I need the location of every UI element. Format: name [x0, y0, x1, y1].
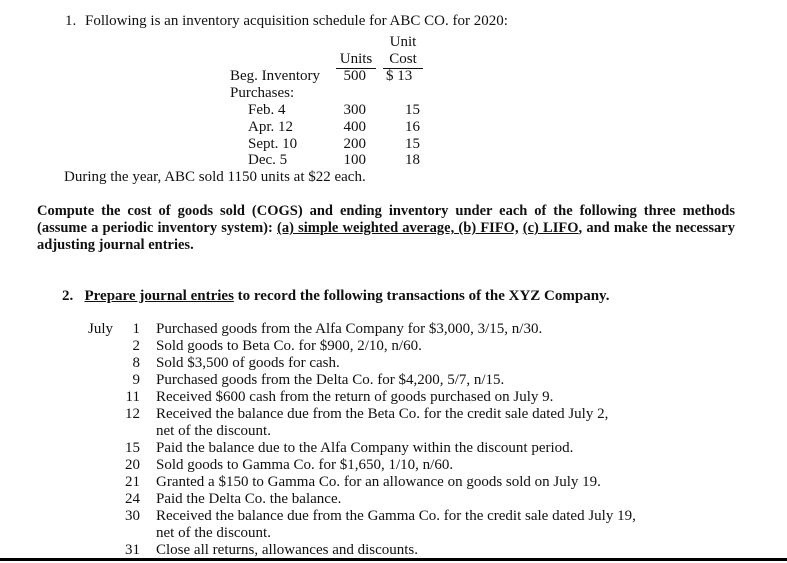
row-cost: 15 — [405, 102, 420, 118]
row-units: 100 — [343, 152, 366, 168]
row-cost: $ 13 — [386, 68, 413, 84]
compute-method-c: (c) LIFO — [522, 220, 579, 236]
compute-instructions — [37, 203, 735, 254]
entry-day: 30 — [125, 508, 140, 524]
month-label: July — [88, 321, 114, 337]
entry-text: Sold goods to Beta Co. for $900, 2/10, n/60. — [156, 338, 422, 354]
row-label: Dec. 5 — [248, 152, 288, 168]
entry-day: 15 — [125, 440, 140, 456]
question-2-number: 2. — [62, 288, 74, 304]
entry-text: Granted a $150 to Gamma Co. for an allowance on goods sold on July 19. — [156, 474, 601, 490]
entry-day: 1 — [132, 321, 140, 337]
row-units: 500 — [343, 68, 366, 84]
entry-text-continued: net of the discount. — [156, 525, 271, 541]
row-cost: 18 — [405, 152, 420, 168]
entry-text: Paid the balance due to the Alfa Company within the discount period. — [156, 440, 574, 456]
header-units: Units — [336, 51, 376, 69]
entry-text: Sold $3,500 of goods for cash. — [156, 355, 340, 371]
header-unit: Unit — [389, 34, 417, 50]
row-units: 300 — [343, 102, 366, 118]
row-label: Beg. Inventory — [230, 68, 320, 84]
row-units: 200 — [343, 136, 366, 152]
entry-day: 11 — [125, 389, 140, 405]
entry-text-continued: net of the discount. — [156, 423, 271, 439]
row-label: Apr. 12 — [248, 119, 293, 135]
question-2-lead-underlined: Prepare journal entries — [84, 288, 234, 304]
entry-text: Received the balance due from the Beta Co. for the credit sale dated July 2, — [156, 406, 609, 422]
entry-day: 20 — [125, 457, 140, 473]
entry-day: 12 — [125, 406, 140, 422]
entry-day: 24 — [125, 491, 140, 507]
question-1-text: Following is an inventory acquisition schedule for ABC CO. for 2020: — [85, 13, 508, 29]
row-label: Feb. 4 — [248, 102, 286, 118]
row-units: 400 — [343, 119, 366, 135]
entry-text: Purchased goods from the Delta Co. for $4,200, 5/7, n/15. — [156, 372, 505, 388]
row-cost: 15 — [405, 136, 420, 152]
entry-text: Received $600 cash from the return of goods purchased on July 9. — [156, 389, 554, 405]
entry-day: 9 — [132, 372, 140, 388]
header-cost: Cost — [383, 51, 423, 69]
compute-methods-ab: (a) simple weighted average, (b) FIFO, — [277, 220, 519, 236]
question-2-lead-rest: to record the following transactions of the XYZ Company. — [233, 288, 610, 304]
entry-text: Paid the Delta Co. the balance. — [156, 491, 342, 507]
page-bottom-border — [0, 558, 787, 561]
entry-day: 2 — [132, 338, 140, 354]
compute-text-part2: , and make the necessary adjusting journal entries. — [37, 220, 735, 253]
entry-text: Sold goods to Gamma Co. for $1,650, 1/10, n/60. — [156, 457, 454, 473]
question-1-number: 1. — [65, 13, 77, 29]
row-label: Sept. 10 — [248, 136, 298, 152]
row-cost: 16 — [405, 119, 420, 135]
compute-text-part1: Compute the cost of goods sold (COGS) and ending inventory under each of the following three methods (assume a periodic inventory system): — [37, 203, 735, 236]
question-2-heading — [62, 288, 609, 305]
entry-day: 21 — [125, 474, 140, 490]
row-label: Purchases: — [230, 85, 295, 101]
entry-text: Close all returns, allowances and discounts. — [156, 542, 419, 558]
entry-text: Purchased goods from the Alfa Company for $3,000, 3/15, n/30. — [156, 321, 543, 337]
entry-text: Received the balance due from the Gamma Co. for the credit sale dated July 19, — [156, 508, 636, 524]
entry-day: 31 — [125, 542, 140, 558]
entry-day: 8 — [132, 355, 140, 371]
sold-sentence: During the year, ABC sold 1150 units at $22 each. — [64, 169, 366, 185]
